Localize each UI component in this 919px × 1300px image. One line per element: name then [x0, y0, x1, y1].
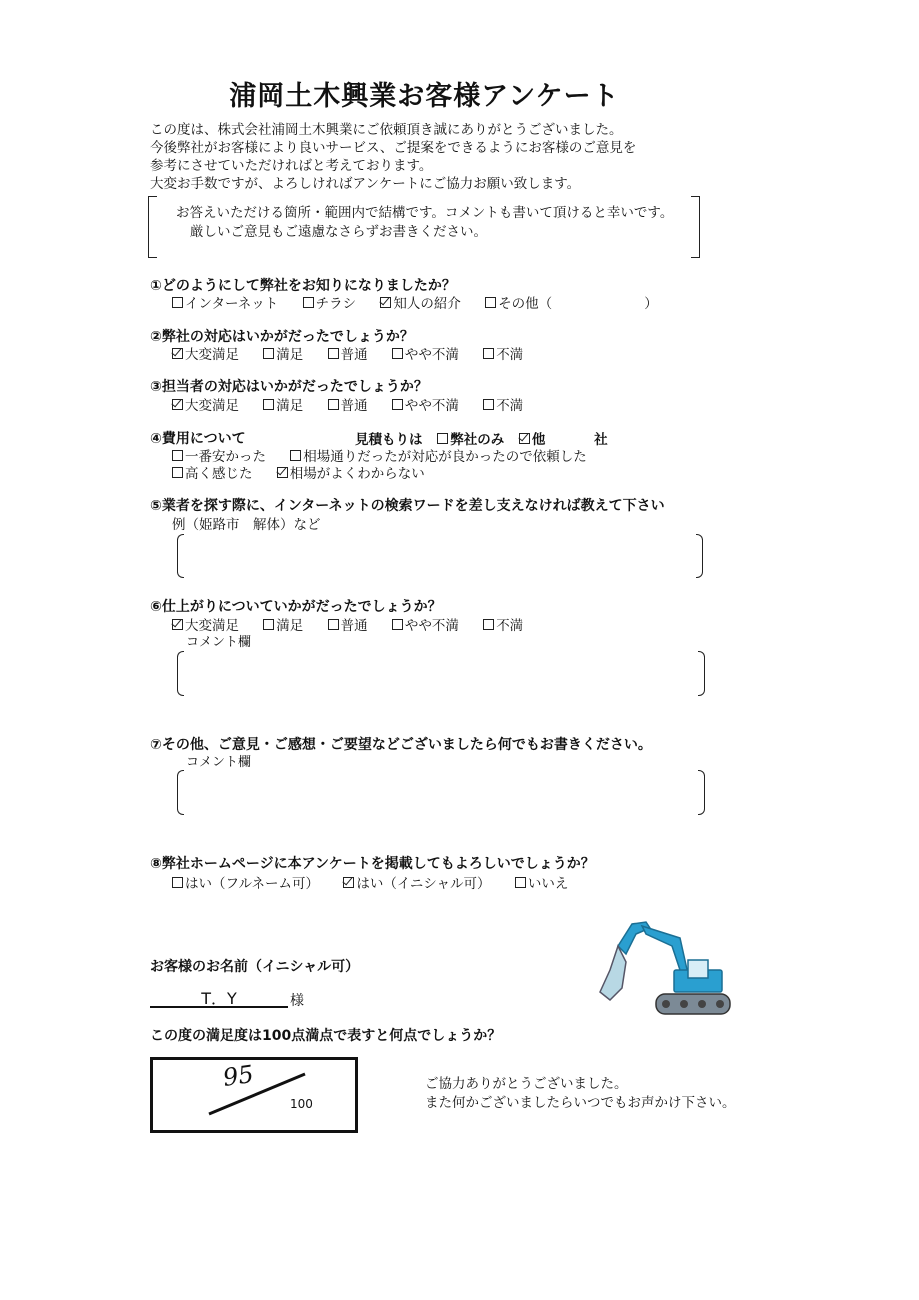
score-question: この度の満足度は100点満点で表すと何点でしょうか？	[150, 1028, 502, 1044]
q3-options	[172, 394, 543, 414]
intro-line-1: この度は、株式会社浦岡土木興業にご依頼頂き誠にありがとうございました。	[150, 122, 623, 138]
checkbox-icon	[290, 450, 301, 461]
q8-option-initials[interactable]: はい（イニシャル可）	[343, 872, 490, 892]
intro-line-2: 今後弊社がお客様により良いサービス、ご提案をできるようにお客様のご意見を	[150, 140, 637, 156]
bracket-left	[177, 534, 184, 578]
checkbox-icon	[392, 399, 403, 410]
bracket-right	[698, 770, 705, 815]
q6-option-unsatisfied[interactable]: 不満	[483, 614, 523, 634]
q3-option-somewhat-unsatisfied[interactable]: やや不満	[392, 394, 459, 414]
excavator-icon	[592, 916, 732, 1022]
q1-option-flyer[interactable]: チラシ	[303, 292, 357, 312]
q4-estimate-others[interactable]: 他	[519, 428, 546, 448]
score-value: 95	[221, 1060, 256, 1092]
checkbox-icon	[263, 348, 274, 359]
name-field[interactable]	[150, 986, 288, 1008]
q4-option-expensive[interactable]: 高く感じた	[172, 462, 253, 482]
checkbox-icon	[483, 619, 494, 630]
q3-option-unsatisfied[interactable]: 不満	[483, 394, 523, 414]
q1-option-referral[interactable]: 知人の紹介	[380, 292, 461, 312]
note-bracket-left	[148, 196, 157, 258]
q6-label: ⑥仕上がりについていかがだったでしょうか？	[150, 599, 442, 615]
checkbox-icon	[172, 450, 183, 461]
q7-label: ⑦その他、ご意見・ご感想・ご要望などございましたら何でもお書きください。	[150, 737, 652, 753]
q3-option-very-satisfied[interactable]: 大変満足	[172, 394, 239, 414]
checked-checkbox-icon	[172, 348, 183, 359]
q2-option-unsatisfied[interactable]: 不満	[483, 343, 523, 363]
thanks-message	[425, 1075, 736, 1113]
q8-label: ⑧弊社ホームページに本アンケートを掲載してもよろしいでしょうか？	[150, 856, 595, 872]
checked-checkbox-icon	[172, 399, 183, 410]
bracket-right	[698, 651, 705, 696]
note-line-1: お答えいただける箇所・範囲内で結構です。コメントも書いて頂けると幸いです。	[176, 205, 674, 221]
q6-option-satisfied[interactable]: 満足	[263, 614, 303, 634]
q8-option-full-name[interactable]: はい（フルネーム可）	[172, 872, 319, 892]
checkbox-icon	[392, 619, 403, 630]
checked-checkbox-icon	[380, 297, 391, 308]
q8-option-no[interactable]: いいえ	[515, 872, 569, 892]
q7-comment-box[interactable]	[177, 770, 705, 813]
checkbox-icon	[328, 399, 339, 410]
q6-option-normal[interactable]: 普通	[328, 614, 368, 634]
checkbox-icon	[392, 348, 403, 359]
checkbox-icon	[485, 297, 496, 308]
q4-estimate-only-us[interactable]: 弊社のみ	[437, 428, 504, 448]
bracket-right	[696, 534, 703, 578]
intro-line-3: 参考にさせていただければと考えております。	[150, 158, 433, 174]
checkbox-icon	[172, 297, 183, 308]
q4-option-cheapest[interactable]: 一番安かった	[172, 445, 266, 465]
checkbox-icon	[172, 877, 183, 888]
checkbox-icon	[483, 399, 494, 410]
checked-checkbox-icon	[172, 619, 183, 630]
q1-option-internet[interactable]: インターネット	[172, 292, 278, 312]
bracket-left	[177, 651, 184, 696]
q5-label: ⑤業者を探す際に、インターネットの検索ワードを差し支えなければ教えて下さい	[150, 498, 665, 514]
q3-label: ③担当者の対応はいかがだったでしょうか？	[150, 379, 428, 395]
note-bracket-right	[691, 196, 700, 258]
checkbox-icon	[328, 348, 339, 359]
checkbox-icon	[515, 877, 526, 888]
q2-option-normal[interactable]: 普通	[328, 343, 368, 363]
note-line-2: 厳しいご意見もご遠慮なさらずお書きください。	[190, 224, 487, 240]
checkbox-icon	[263, 399, 274, 410]
q2-label: ②弊社の対応はいかがだったでしょうか？	[150, 329, 414, 345]
note-text	[176, 204, 673, 242]
q3-option-normal[interactable]: 普通	[328, 394, 368, 414]
q6-option-very-satisfied[interactable]: 大変満足	[172, 614, 239, 634]
name-value: T．Y	[201, 989, 237, 1008]
q4-option-good-response[interactable]: 相場通りだったが対応が良かったので依頼した	[290, 445, 587, 465]
checkbox-icon	[483, 348, 494, 359]
fraction-slash	[203, 1070, 313, 1120]
q4-estimate-label: 見積もりは	[355, 432, 423, 448]
q4-label: ④費用について	[150, 431, 246, 447]
q2-options	[172, 343, 543, 363]
checked-checkbox-icon	[343, 877, 354, 888]
q5-answer-box[interactable]	[177, 534, 703, 576]
q8-options	[172, 872, 588, 892]
q6-option-somewhat-unsatisfied[interactable]: やや不満	[392, 614, 459, 634]
score-max: 100	[290, 1097, 313, 1111]
q1-label: ①どのようにして弊社をお知りになりましたか？	[150, 278, 456, 294]
intro-line-4: 大変お手数ですが、よろしければアンケートにご協力お願い致します。	[150, 176, 581, 192]
checkbox-icon	[303, 297, 314, 308]
checked-checkbox-icon	[277, 467, 288, 478]
q1-options	[172, 292, 678, 312]
bracket-left	[177, 770, 184, 815]
checked-checkbox-icon	[519, 433, 530, 444]
note-box	[148, 196, 700, 256]
name-suffix: 様	[290, 993, 304, 1009]
page-title: 浦岡土木興業お客様アンケート	[229, 81, 620, 112]
thanks-line-1: ご協力ありがとうございました。	[425, 1076, 628, 1092]
q2-option-satisfied[interactable]: 満足	[263, 343, 303, 363]
intro-text	[150, 121, 636, 193]
checkbox-icon	[437, 433, 448, 444]
checkbox-icon	[328, 619, 339, 630]
q7-comment-label: コメント欄	[186, 755, 252, 770]
q6-comment-label: コメント欄	[186, 635, 252, 650]
q6-comment-box[interactable]	[177, 651, 705, 694]
q4-options-row-2	[172, 462, 445, 482]
score-box[interactable]	[150, 1057, 358, 1133]
name-label: お客様のお名前（イニシャル可）	[150, 959, 360, 975]
thanks-line-2: また何かございましたらいつでもお声かけ下さい。	[425, 1095, 736, 1111]
q3-option-satisfied[interactable]: 満足	[263, 394, 303, 414]
checkbox-icon	[263, 619, 274, 630]
q2-option-somewhat-unsatisfied[interactable]: やや不満	[392, 343, 459, 363]
q4-estimate-companies-unit: 社	[594, 432, 608, 448]
q1-option-other[interactable]: その他（ ）	[485, 292, 658, 312]
q4-option-unknown-market[interactable]: 相場がよくわからない	[277, 462, 425, 482]
checkbox-icon	[172, 467, 183, 478]
q2-option-very-satisfied[interactable]: 大変満足	[172, 343, 239, 363]
q5-example: 例（姫路市 解体）など	[172, 517, 321, 533]
